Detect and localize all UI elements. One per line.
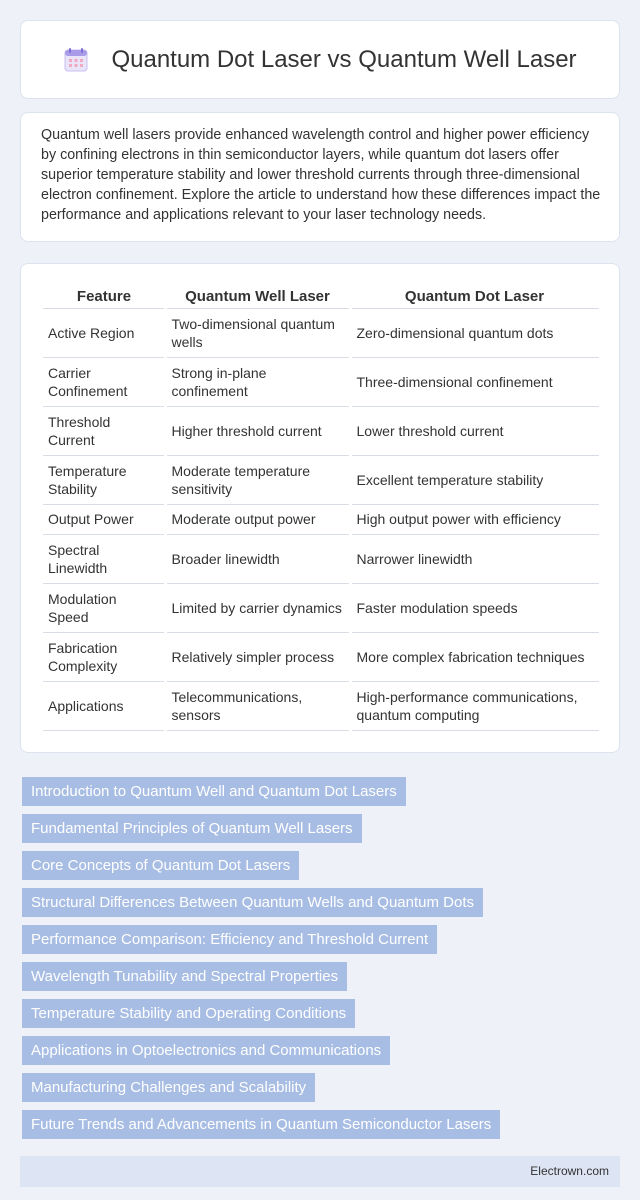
toc-link-performance-comparison[interactable]: Performance Comparison: Efficiency and Threshold Current bbox=[22, 925, 437, 954]
row-feature: Fabrication Complexity bbox=[43, 632, 165, 681]
row-quantum-dot: Faster modulation speeds bbox=[350, 583, 599, 632]
row-quantum-dot: Narrower linewidth bbox=[350, 534, 599, 583]
header-quantum-well: Quantum Well Laser bbox=[165, 285, 350, 308]
footer bbox=[20, 1156, 620, 1187]
row-feature: Modulation Speed bbox=[43, 583, 165, 632]
intro-card bbox=[20, 112, 620, 242]
row-feature: Carrier Confinement bbox=[43, 357, 165, 406]
header-quantum-dot: Quantum Dot Laser bbox=[350, 285, 599, 308]
row-feature: Spectral Linewidth bbox=[43, 534, 165, 583]
row-quantum-dot: Excellent temperature stability bbox=[350, 455, 599, 504]
table-row bbox=[43, 455, 599, 504]
row-quantum-well: Two-dimensional quantum wells bbox=[165, 308, 350, 357]
header-feature: Feature bbox=[43, 285, 165, 308]
title-card bbox=[20, 20, 620, 99]
toc-link-applications[interactable]: Applications in Optoelectronics and Communications bbox=[22, 1036, 390, 1065]
toc-link-temperature-stability[interactable]: Temperature Stability and Operating Conditions bbox=[22, 999, 355, 1028]
row-quantum-well: Higher threshold current bbox=[165, 406, 350, 455]
row-feature: Output Power bbox=[43, 504, 165, 534]
row-quantum-well: Moderate temperature sensitivity bbox=[165, 455, 350, 504]
table-row bbox=[43, 583, 599, 632]
row-quantum-dot: More complex fabrication techniques bbox=[350, 632, 599, 681]
page-title: Quantum Dot Laser vs Quantum Well Laser bbox=[111, 45, 577, 73]
table-row bbox=[43, 406, 599, 455]
table-row bbox=[43, 504, 599, 534]
toc-link-introduction[interactable]: Introduction to Quantum Well and Quantum Dot Lasers bbox=[22, 777, 406, 806]
row-quantum-well: Moderate output power bbox=[165, 504, 350, 534]
comparison-table-card bbox=[20, 263, 620, 753]
calendar-grid-icon bbox=[63, 47, 89, 73]
intro-paragraph: Quantum well lasers provide enhanced wavelength control and higher power efficiency by confining electrons in thin semiconductor layers, while quantum dot lasers offer superior temperature stability and lower threshold currents through three-dimensional electron confinement. Explore the article to understand how these differences impact the performance and applications relevant to your laser technology needs. bbox=[41, 127, 601, 223]
row-feature: Applications bbox=[43, 681, 165, 730]
toc-link-quantum-dot-concepts[interactable]: Core Concepts of Quantum Dot Lasers bbox=[22, 851, 299, 880]
row-quantum-well: Relatively simpler process bbox=[165, 632, 350, 681]
table-row bbox=[43, 632, 599, 681]
table-row bbox=[43, 308, 599, 357]
row-quantum-well: Telecommunications, sensors bbox=[165, 681, 350, 730]
toc-link-future-trends[interactable]: Future Trends and Advancements in Quantum Semiconductor Lasers bbox=[22, 1110, 500, 1139]
row-quantum-well: Strong in-plane confinement bbox=[165, 357, 350, 406]
row-quantum-dot: High-performance communications, quantum computing bbox=[350, 681, 599, 730]
table-row bbox=[43, 357, 599, 406]
row-quantum-well: Limited by carrier dynamics bbox=[165, 583, 350, 632]
table-row bbox=[43, 534, 599, 583]
row-quantum-well: Broader linewidth bbox=[165, 534, 350, 583]
row-quantum-dot: Zero-dimensional quantum dots bbox=[350, 308, 599, 357]
comparison-table bbox=[43, 285, 599, 731]
table-header-row bbox=[43, 285, 599, 308]
row-feature: Temperature Stability bbox=[43, 455, 165, 504]
toc-link-structural-differences[interactable]: Structural Differences Between Quantum Wells and Quantum Dots bbox=[22, 888, 483, 917]
toc-link-quantum-well-principles[interactable]: Fundamental Principles of Quantum Well Lasers bbox=[22, 814, 362, 843]
row-quantum-dot: High output power with efficiency bbox=[350, 504, 599, 534]
row-feature: Threshold Current bbox=[43, 406, 165, 455]
toc-link-manufacturing-challenges[interactable]: Manufacturing Challenges and Scalability bbox=[22, 1073, 315, 1102]
table-row bbox=[43, 681, 599, 730]
toc-link-wavelength-tunability[interactable]: Wavelength Tunability and Spectral Properties bbox=[22, 962, 347, 991]
row-quantum-dot: Three-dimensional confinement bbox=[350, 357, 599, 406]
footer-brand[interactable]: Electrown.com bbox=[530, 1164, 609, 1178]
row-feature: Active Region bbox=[43, 308, 165, 357]
row-quantum-dot: Lower threshold current bbox=[350, 406, 599, 455]
